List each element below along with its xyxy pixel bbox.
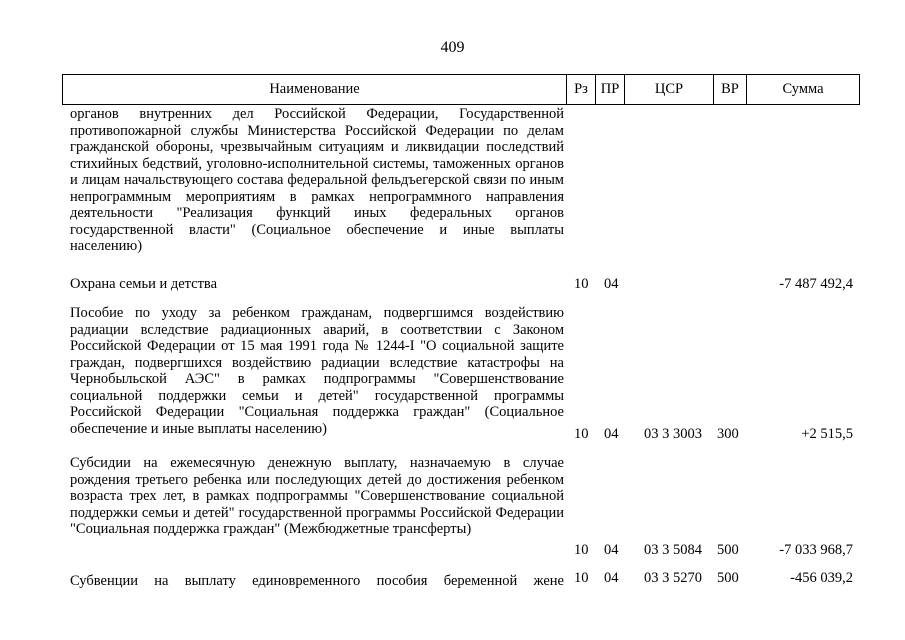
table-row-csr: 03 3 3003 [644, 426, 702, 442]
table-row-sum: -7 033 968,7 [779, 542, 853, 558]
table-row-pr: 04 [604, 426, 619, 442]
header-pr: ПР [595, 75, 624, 104]
table-row-sum: -7 487 492,4 [779, 276, 853, 292]
table-row-sum: +2 515,5 [801, 426, 853, 442]
table-row-name: Охрана семьи и детства [70, 276, 218, 292]
table-row-rz: 10 [574, 570, 589, 586]
table-row-pr: 04 [604, 542, 619, 558]
header-rz: Рз [566, 75, 595, 104]
table-row-rz: 10 [574, 276, 589, 292]
table-row-pr: 04 [604, 276, 619, 292]
page-number: 409 [440, 39, 465, 56]
table-row-rz: 10 [574, 426, 589, 442]
table-row-name: Субвенции на выплату единовременного пособия беременной жене [70, 573, 564, 589]
header-sum: Сумма [746, 75, 859, 104]
table-row-pr: 04 [604, 570, 619, 586]
table-row-name: Субсидии на ежемесячную денежную выплату, назначаемую в случае рождения третьего ребенка или последующих детей до достижения ребенком возраста трех лет, в рамках подпрограммы "Совершенствование социальной поддержки семьи и детей" государственной программы Российской Федерации "Социальная поддержка граждан" (Межбюджетные трансферты) [70, 455, 564, 537]
table-row-vr: 500 [717, 570, 739, 586]
header-vr: ВР [713, 75, 746, 104]
table-row-name: органов внутренних дел Российской Федерации, Государственной противопожарной службы Министерства Российской Федерации по делам гражданской обороны, чрезвычайным ситуациям и ликвидации последствий стихийных бедствий, уголовно-исполнительной системы, таможенных органов и лицам начальствующего состава федеральной фельдъегерской связи по иным непрограммным мероприятиям в рамках непрограммного направления деятельности "Реализация функций иных федеральных органов государственной власти" (Социальное обеспечение и иные выплаты населению) [70, 106, 564, 254]
table-row-csr: 03 3 5084 [644, 542, 702, 558]
header-name: Наименование [269, 81, 360, 97]
table-row-vr: 500 [717, 542, 739, 558]
table-header [62, 74, 860, 105]
table-row-name: Пособие по уходу за ребенком гражданам, подвергшимся воздействию радиации вследствие радиационных аварий, в соответствии с Законом Российской Федерации от 15 мая 1991 года № 1244-I "О социальной защите граждан, подвергшихся воздействию радиации вследствие катастрофы на Чернобыльской АЭС" в рамках подпрограммы "Совершенствование социальной поддержки семьи и детей" государственной программы Российской Федерации "Социальная поддержка граждан" (Социальное обеспечение и иные выплаты населению) [70, 305, 564, 437]
header-csr: ЦСР [624, 75, 713, 104]
table-row-rz: 10 [574, 542, 589, 558]
table-row-vr: 300 [717, 426, 739, 442]
table-row-csr: 03 3 5270 [644, 570, 702, 586]
table-row-sum: -456 039,2 [790, 570, 853, 586]
